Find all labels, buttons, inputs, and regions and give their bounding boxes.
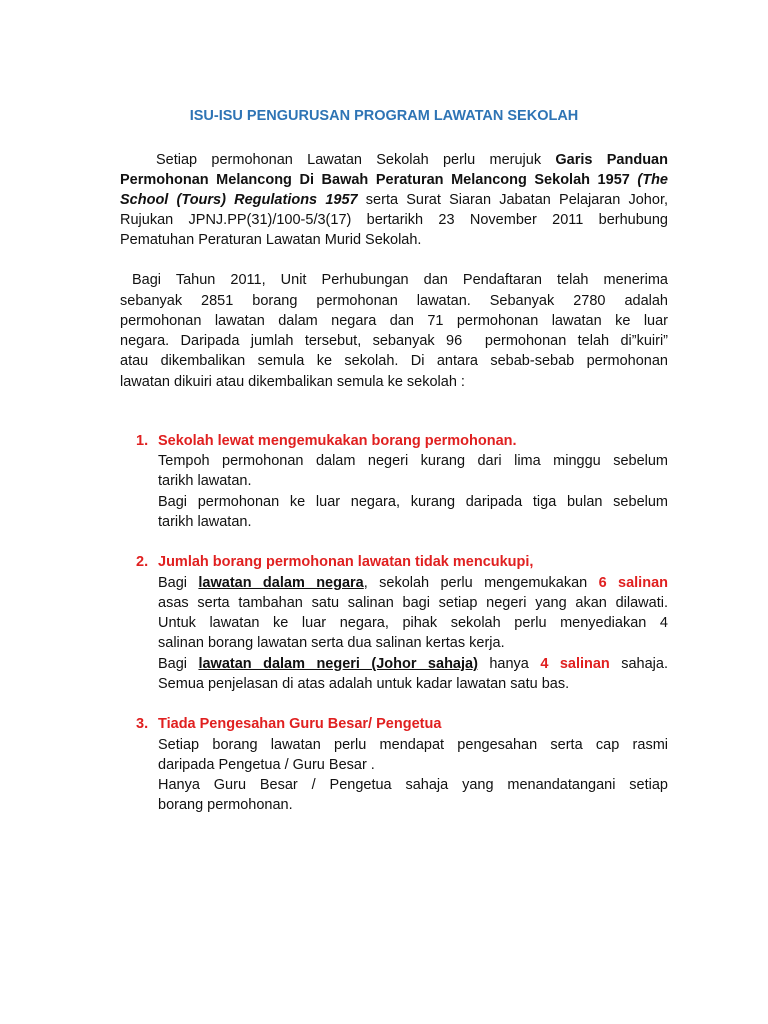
item-3-line-4: borang permohonan.: [158, 797, 293, 813]
para2-line-4: negara. Daripada jumlah tersebut, sebanyak 96 permohonan telah di”kuiri”: [120, 333, 668, 349]
para1-text: Setiap permohonan Lawatan Sekolah perlu merujuk: [156, 152, 556, 168]
item-1-line-3: Bagi permohonan ke luar negara, kurang daripada tiga bulan sebelum: [158, 494, 668, 510]
item-3-heading: Tiada Pengesahan Guru Besar/ Pengetua: [158, 716, 442, 732]
para1-bold-text: Garis Panduan: [555, 152, 668, 168]
para1-bold-text: Permohonan Melancong Di Bawah Peraturan Melancong Sekolah 1957: [120, 172, 638, 188]
item-2-text: , sekolah perlu mengemukakan: [363, 575, 599, 591]
item-1-line-1: Tempoh permohonan dalam negeri kurang dari lima minggu sebelum: [158, 453, 668, 469]
item-2-text: Bagi: [158, 575, 199, 591]
item-3-line-1: Setiap borang lawatan perlu mendapat pengesahan serta cap rasmi: [158, 737, 668, 753]
document-title: ISU-ISU PENGURUSAN PROGRAM LAWATAN SEKOLAH: [189, 108, 579, 124]
item-1-heading: Sekolah lewat mengemukakan borang permohonan.: [158, 433, 517, 449]
item-2-line-1: [158, 573, 668, 593]
item-1-number: 1.: [136, 433, 149, 449]
item-2-text: sahaja.: [609, 656, 668, 672]
item-2-text: hanya: [477, 656, 541, 672]
para2-line-1: Bagi Tahun 2011, Unit Perhubungan dan Pendaftaran telah menerima: [132, 272, 668, 288]
para2-line-2: sebanyak 2851 borang permohonan lawatan. Sebanyak 2780 adalah: [120, 293, 668, 309]
para2-line-3: permohonan lawatan dalam negara dan 71 permohonan lawatan ke luar: [120, 313, 668, 329]
item-1-line-2: tarikh lawatan.: [158, 473, 252, 489]
para2-line-6: lawatan dikuiri atau dikembalikan semula ke sekolah :: [120, 374, 465, 390]
item-2-red-text: 6 salinan: [598, 575, 668, 591]
para1-line-5: Pematuhan Peraturan Lawatan Murid Sekolah.: [120, 232, 422, 248]
para1-text: serta Surat Siaran Jabatan Pelajaran Johor,: [357, 192, 668, 208]
item-2-red-text: 4 salinan: [540, 656, 610, 672]
para1-italic-text: School (Tours) Regulations 1957: [120, 192, 358, 208]
item-2-line-6: Semua penjelasan di atas adalah untuk kadar lawatan satu bas.: [158, 676, 570, 692]
item-2-heading: Jumlah borang permohonan lawatan tidak mencukupi,: [158, 554, 534, 570]
item-2-line-5: [158, 654, 668, 674]
para2-line-5: atau dikembalikan semula ke sekolah. Di antara sebab-sebab permohonan: [120, 353, 668, 369]
item-1-line-4: tarikh lawatan.: [158, 514, 252, 530]
item-3-number: 3.: [136, 716, 149, 732]
para1-line-1: [120, 150, 668, 170]
item-2-underlined-text: lawatan dalam negara: [198, 575, 364, 591]
item-2-line-3: Untuk lawatan ke luar negara, pihak sekolah perlu menyediakan 4: [158, 615, 668, 631]
para1-line-4: Rujukan JPNJ.PP(31)/100-5/3(17) bertarikh 23 November 2011 berhubung: [120, 212, 668, 228]
item-2-line-4: salinan borang lawatan serta dua salinan kertas kerja.: [158, 635, 505, 651]
item-3-line-3: Hanya Guru Besar / Pengetua sahaja yang menandatangani setiap: [158, 777, 668, 793]
item-2-number: 2.: [136, 554, 149, 570]
item-2-line-2: asas serta tambahan satu salinan bagi setiap negeri yang akan dilawati.: [158, 595, 668, 611]
item-2-text: Bagi: [158, 656, 199, 672]
para1-line-3: [120, 190, 668, 210]
item-3-line-2: daripada Pengetua / Guru Besar .: [158, 757, 375, 773]
para1-line-2: [120, 170, 668, 190]
item-2-underlined-text: lawatan dalam negeri (Johor sahaja): [198, 656, 478, 672]
para1-italic-text: (The: [637, 172, 668, 188]
